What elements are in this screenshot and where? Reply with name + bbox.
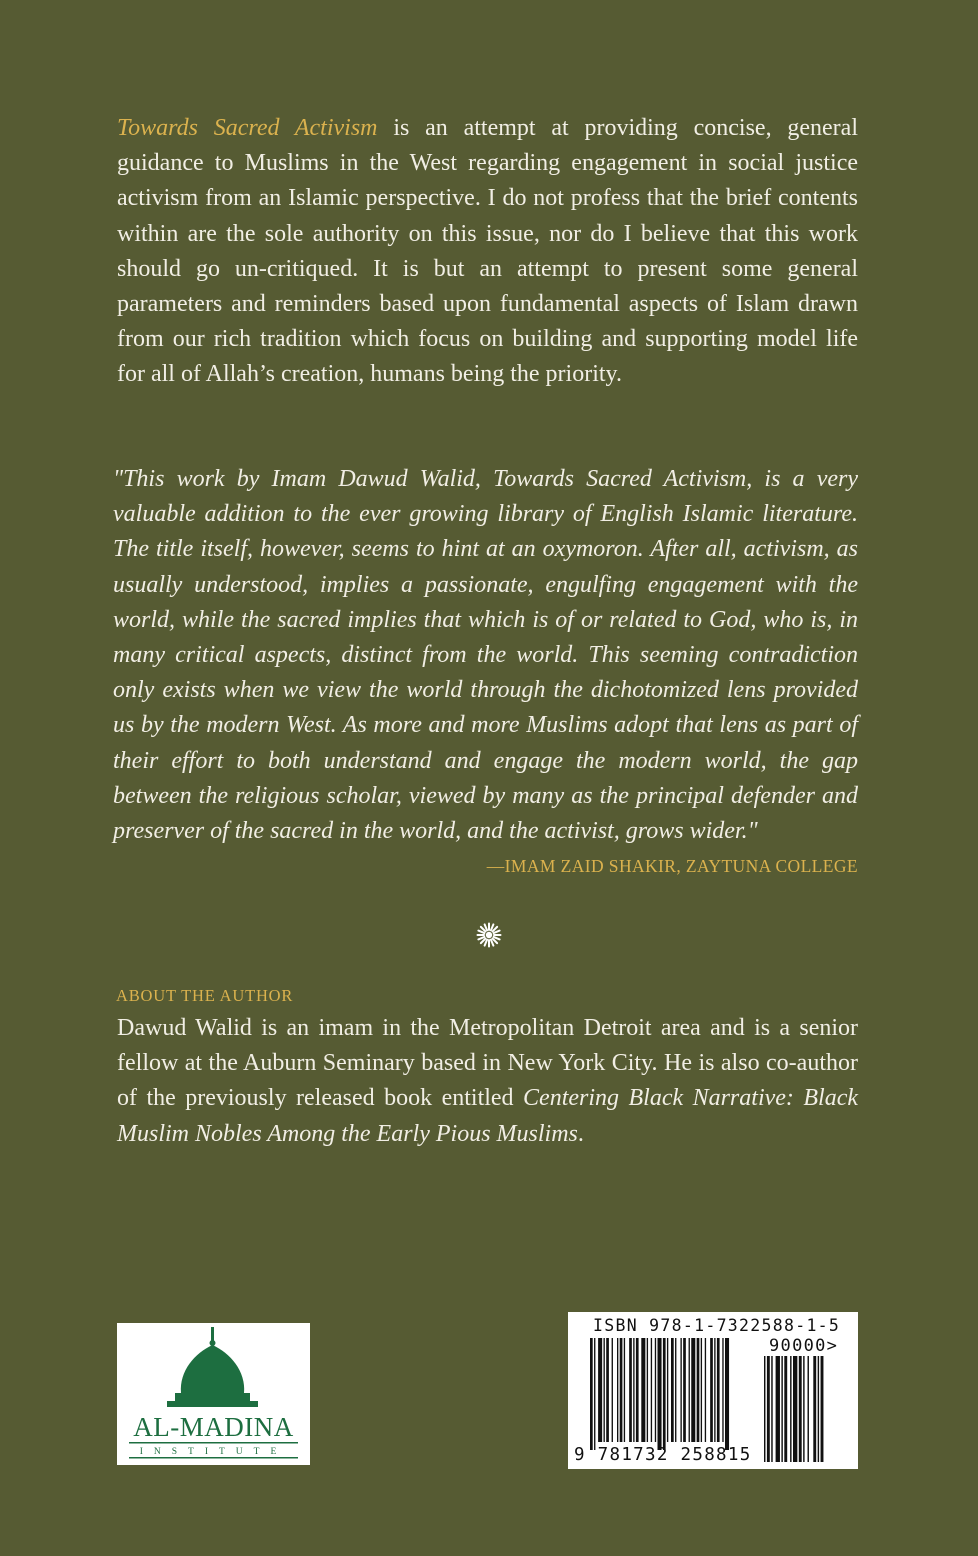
- back-cover-blurb: [117, 111, 858, 393]
- isbn-number: ISBN 978-1-7322588-1-5: [593, 1316, 841, 1335]
- about-author-text: [117, 1011, 858, 1152]
- sunburst-ornament-icon: [476, 922, 502, 948]
- publisher-name: AL-MADINA: [133, 1412, 294, 1442]
- book-title: Towards Sacred Activism: [117, 115, 378, 141]
- barcode-digits: 9 781732 258815: [574, 1445, 752, 1465]
- previous-book-title: Centering Black Narrative: Black Muslim Nobles Among the Early Pious Muslims: [117, 1085, 859, 1147]
- publisher-subtitle: INSTITUTE: [139, 1447, 288, 1457]
- about-author-end: .: [577, 1120, 584, 1147]
- price-code: 90000>: [769, 1336, 839, 1356]
- about-author-heading: ABOUT THE AUTHOR: [116, 986, 294, 1005]
- blurb-text: is an attempt at providing concise, general guidance to Muslims in the West regarding engagement in social justice activism from an Islamic perspective. I do not profess that the brief contents within are the sole authority on this issue, nor do I believe that this work should go un-critiqued. It is but an attempt to present some general parameters and reminders based upon fundamental aspects of Islam drawn from our rich tradition which focus on building and supporting model life for all of Allah’s creation, humans being the priority.: [117, 115, 858, 388]
- endorsement-quote: "This work by Imam Dawud Walid, Towards Sacred Activism, is a very valuable addition to the ever growing library of English Islamic literature. The title itself, however, seems to hint at an oxymoron. After all, activism, as usually understood, implies a passionate, engulfing engagement with the world, while the sacred implies that which is of or related to God, who is, in many critical aspects, distinct from the world. This seeming contradiction only exists when we view the world through the dichotomized lens provided us by the modern West. As more and more Muslims adopt that lens as part of their effort to both understand and engage the modern world, the gap between the religious scholar, viewed by many as the principal defender and preserver of the sacred in the world, and the activist, grows wider.": [113, 466, 858, 845]
- endorsement-attribution: —IMAM ZAID SHAKIR, ZAYTUNA COLLEGE: [486, 856, 858, 876]
- about-author-body: Dawud Walid is an imam in the Metropolitan Detroit area and is a senior fellow at the Auburn Seminary based in New York City. He is also co-author of the previously released book entitled: [117, 1015, 858, 1112]
- mosque-dome-icon: [117, 1323, 310, 1465]
- publisher-logo: [117, 1323, 310, 1465]
- isbn-barcode: [568, 1312, 858, 1469]
